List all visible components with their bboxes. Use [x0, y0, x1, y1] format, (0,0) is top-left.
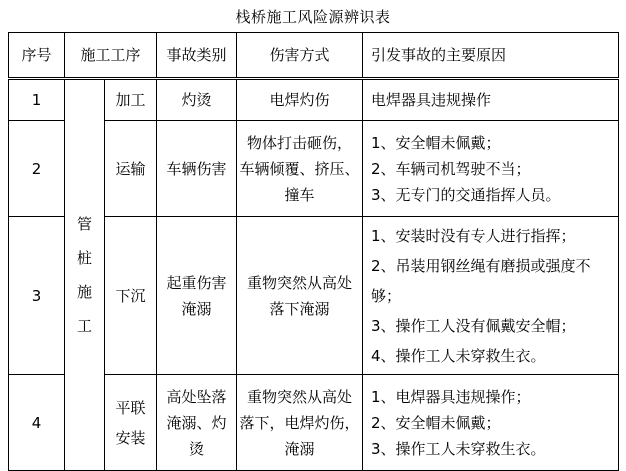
causes-cell [363, 121, 619, 217]
method-line: 物体打击砸伤， [246, 133, 352, 152]
method-cell: 电焊灼伤 [237, 79, 363, 121]
cause-line: 3、无专门的交通指挥人员。 [371, 185, 561, 204]
table-row [9, 79, 619, 121]
process-cell: 运输 [105, 121, 157, 217]
cause-line: 4、操作工人未穿救生衣。 [371, 346, 546, 365]
category-cell: 车辆伤害 [157, 121, 237, 217]
category-line: 起重伤害 [166, 273, 227, 292]
row-number: 4 [9, 375, 65, 471]
row-number: 1 [9, 79, 65, 121]
header-causes: 引发事故的主要原因 [363, 33, 619, 79]
causes-cell [363, 217, 619, 375]
method-line: 淹溺 [284, 439, 315, 458]
category-cell [157, 217, 237, 375]
category-line: 淹溺、灼 [166, 413, 227, 432]
header-process: 施工工序 [65, 33, 157, 79]
cause-line: 够； [371, 286, 402, 305]
group-label-char: 桩 [76, 249, 92, 267]
row-number: 2 [9, 121, 65, 217]
process-cell: 下沉 [105, 217, 157, 375]
cause-line: 1、电焊器具违规操作； [371, 387, 531, 406]
process-line: 平联 [115, 398, 146, 417]
method-line: 撞车 [284, 185, 315, 204]
risk-table [8, 32, 619, 471]
cause-line: 2、安全帽未佩戴； [371, 413, 501, 432]
method-cell [237, 217, 363, 375]
cause-line: 2、吊装用钢丝绳有磨损或强度不 [371, 256, 591, 275]
header-category: 事故类别 [157, 33, 237, 79]
causes-cell [363, 375, 619, 471]
header-method: 伤害方式 [237, 33, 363, 79]
process-cell [105, 375, 157, 471]
category-line: 烫 [188, 439, 204, 458]
method-line: 落下，电焊灼伤， [239, 413, 360, 432]
cause-line: 2、车辆司机驾驶不当； [371, 159, 531, 178]
header-row [9, 33, 619, 79]
group-label-char: 工 [76, 317, 92, 335]
group-cell [65, 79, 105, 471]
method-line: 车辆倾覆、挤压、 [239, 159, 360, 178]
method-line: 重物突然从高处 [246, 273, 352, 292]
method-line: 落下淹溺 [269, 299, 330, 318]
process-line: 安装 [115, 428, 146, 447]
category-cell: 灼烫 [157, 79, 237, 121]
process-cell: 加工 [105, 79, 157, 121]
category-line: 高处坠落 [166, 387, 227, 406]
cause-line: 1、安全帽未佩戴； [371, 133, 501, 152]
cause-line: 1、安装时没有专人进行指挥； [371, 226, 576, 245]
cause-line: 3、操作工人未穿救生衣。 [371, 439, 546, 458]
category-cell [157, 375, 237, 471]
cause-line: 3、操作工人没有佩戴安全帽； [371, 316, 576, 335]
method-line: 重物突然从高处 [246, 387, 352, 406]
row-number: 3 [9, 217, 65, 375]
group-label-char: 管 [76, 215, 92, 233]
method-cell [237, 121, 363, 217]
method-cell [237, 375, 363, 471]
group-label-char: 施 [76, 283, 92, 301]
header-no: 序号 [9, 33, 65, 79]
causes-cell: 电焊器具违规操作 [363, 79, 619, 121]
table-title: 栈桥施工风险源辨识表 [235, 8, 391, 26]
category-line: 淹溺 [181, 299, 212, 318]
